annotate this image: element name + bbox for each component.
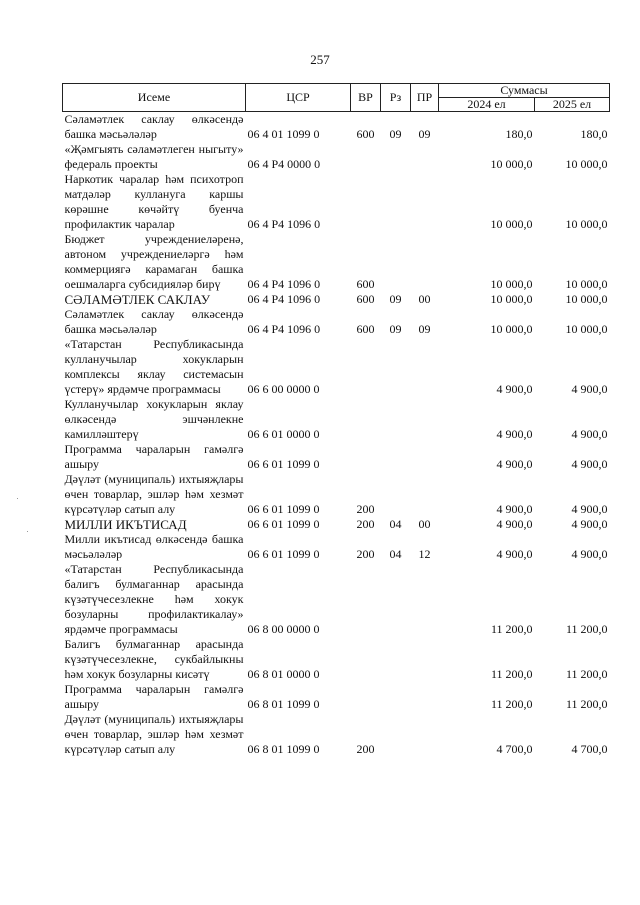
cell-rz bbox=[381, 682, 411, 712]
cell-name: Милли икътисад өлкәсендә башка мәсьәләләр bbox=[64, 532, 244, 561]
table-row bbox=[63, 142, 610, 172]
cell-vr: 600 bbox=[356, 277, 375, 291]
cell-csr: 06 4 P4 1096 0 bbox=[247, 277, 321, 291]
cell-s1: 4 700,0 bbox=[496, 742, 533, 756]
cell-rz: 09 bbox=[389, 292, 402, 306]
cell-s2: 10 000,0 bbox=[565, 157, 608, 171]
cell-pr bbox=[411, 232, 439, 292]
cell-vr: 600 bbox=[356, 322, 375, 336]
cell-name: Сәламәтлек саклау өлкәсендә башка мәсьәләләр bbox=[64, 307, 244, 336]
cell-pr bbox=[411, 712, 439, 757]
cell-s1: 11 200,0 bbox=[490, 622, 533, 636]
scan-speck bbox=[27, 531, 28, 532]
header-year-2025: 2025 ел bbox=[535, 98, 610, 112]
cell-s1: 4 900,0 bbox=[496, 427, 533, 441]
cell-vr: 200 bbox=[356, 502, 375, 516]
cell-csr: 06 6 01 1099 0 bbox=[247, 502, 320, 516]
cell-vr bbox=[351, 562, 381, 637]
cell-s2: 4 900,0 bbox=[571, 502, 608, 516]
cell-s2: 10 000,0 bbox=[565, 277, 608, 291]
header-vr: ВР bbox=[351, 84, 381, 112]
cell-rz bbox=[381, 397, 411, 442]
cell-s1: 4 900,0 bbox=[496, 547, 533, 561]
table-row bbox=[63, 682, 610, 712]
cell-s1: 10 000,0 bbox=[490, 217, 533, 231]
cell-vr bbox=[351, 337, 381, 397]
cell-csr: 06 6 01 1099 0 bbox=[247, 457, 320, 471]
table-row bbox=[63, 637, 610, 682]
cell-s2: 4 900,0 bbox=[571, 457, 608, 471]
cell-s1: 10 000,0 bbox=[490, 292, 533, 306]
table-row bbox=[63, 562, 610, 637]
cell-vr: 200 bbox=[356, 742, 375, 756]
table-row bbox=[63, 172, 610, 232]
cell-csr: 06 4 P4 0000 0 bbox=[247, 157, 321, 171]
cell-s2: 11 200,0 bbox=[565, 667, 608, 681]
table-row bbox=[63, 307, 610, 337]
header-name: Исеме bbox=[63, 84, 246, 112]
table-row bbox=[63, 442, 610, 472]
cell-csr: 06 6 01 1099 0 bbox=[247, 547, 320, 561]
cell-pr bbox=[411, 142, 439, 172]
cell-name: Дәүләт (муниципаль) ихтыяҗлары өчен товарлар, эшләр һәм хезмәт күрсәтүләр сатып алу bbox=[64, 712, 244, 756]
cell-s1: 4 900,0 bbox=[496, 517, 533, 531]
cell-vr: 200 bbox=[356, 517, 375, 531]
cell-vr bbox=[351, 442, 381, 472]
header-year-2024: 2024 ел bbox=[439, 98, 535, 112]
cell-rz bbox=[381, 712, 411, 757]
cell-rz: 09 bbox=[389, 322, 402, 336]
cell-s1: 11 200,0 bbox=[490, 697, 533, 711]
table-row bbox=[63, 472, 610, 517]
cell-pr bbox=[411, 337, 439, 397]
cell-name: Наркотик чаралар һәм психотроп матдәләр куллануга каршы көрәшне көчәйтү буенча профилактик чаралар bbox=[64, 172, 244, 231]
cell-name: Сәламәтлек саклау өлкәсендә башка мәсьәләләр bbox=[64, 112, 244, 141]
cell-vr bbox=[351, 172, 381, 232]
cell-pr bbox=[411, 682, 439, 712]
table-row bbox=[63, 112, 610, 143]
header-pr: ПР bbox=[411, 84, 439, 112]
cell-csr: 06 4 P4 1096 0 bbox=[247, 292, 321, 306]
cell-rz bbox=[381, 562, 411, 637]
table-row bbox=[63, 292, 610, 307]
cell-name: Дәүләт (муниципаль) ихтыяҗлары өчен товарлар, эшләр һәм хезмәт күрсәтүләр сатып алу bbox=[64, 472, 244, 516]
cell-vr bbox=[351, 142, 381, 172]
cell-s1: 4 900,0 bbox=[496, 382, 533, 396]
cell-s2: 11 200,0 bbox=[565, 697, 608, 711]
cell-s2: 10 000,0 bbox=[565, 322, 608, 336]
cell-rz bbox=[381, 232, 411, 292]
cell-name: «Җәмгыять сәламәтлеген ныгыту» федераль проекты bbox=[64, 142, 244, 171]
cell-rz bbox=[381, 142, 411, 172]
cell-name: СӘЛАМӘТЛЕК САКЛАУ bbox=[64, 292, 211, 307]
budget-table bbox=[62, 83, 610, 757]
cell-rz: 04 bbox=[389, 547, 402, 561]
cell-s1: 4 900,0 bbox=[496, 457, 533, 471]
cell-pr: 12 bbox=[418, 547, 431, 561]
cell-s2: 4 900,0 bbox=[571, 517, 608, 531]
cell-s2: 10 000,0 bbox=[565, 217, 608, 231]
cell-vr: 600 bbox=[356, 127, 375, 141]
cell-name: Программа чараларын гамәлгә ашыру bbox=[64, 682, 244, 711]
cell-vr: 600 bbox=[356, 292, 375, 306]
cell-pr bbox=[411, 562, 439, 637]
cell-csr: 06 8 01 1099 0 bbox=[247, 697, 320, 711]
cell-vr bbox=[351, 682, 381, 712]
cell-name: «Татарстан Республикасында кулланучылар хокукларын комплексы яклау системасын үстерү» ярдәмче программасы bbox=[64, 337, 244, 396]
cell-csr: 06 8 01 0000 0 bbox=[247, 667, 320, 681]
table-row bbox=[63, 232, 610, 292]
cell-s2: 10 000,0 bbox=[565, 292, 608, 306]
cell-s1: 10 000,0 bbox=[490, 157, 533, 171]
cell-s1: 4 900,0 bbox=[496, 502, 533, 516]
cell-rz bbox=[381, 442, 411, 472]
table-row bbox=[63, 337, 610, 397]
cell-name: Программа чараларын гамәлгә ашыру bbox=[64, 442, 244, 471]
cell-csr: 06 6 01 0000 0 bbox=[247, 427, 320, 441]
cell-rz: 04 bbox=[389, 517, 402, 531]
cell-rz bbox=[381, 172, 411, 232]
cell-pr: 09 bbox=[418, 127, 431, 141]
cell-s2: 4 900,0 bbox=[571, 547, 608, 561]
cell-csr: 06 4 P4 1096 0 bbox=[247, 322, 321, 336]
cell-pr: 00 bbox=[418, 292, 431, 306]
cell-csr: 06 8 01 1099 0 bbox=[247, 742, 320, 756]
cell-name: Бюджет учреждениеләренә, автоном учреждениеләргә һәм коммерциягә карамаган башка оешмаларга субсидияләр бирү bbox=[64, 232, 244, 291]
cell-name: Кулланучылар хокукларын яклау өлкәсендә эшчәнлекне камилләштерү bbox=[64, 397, 244, 441]
cell-s2: 11 200,0 bbox=[565, 622, 608, 636]
cell-name: «Татарстан Республикасында балигъ булмаганнар арасында күзәтүчесезлекне һәм хокук бозуларны профилактикалау» ярдәмче программасы bbox=[64, 562, 244, 636]
cell-s1: 180,0 bbox=[505, 127, 533, 141]
cell-s2: 180,0 bbox=[580, 127, 608, 141]
cell-vr bbox=[351, 397, 381, 442]
cell-s2: 4 900,0 bbox=[571, 427, 608, 441]
header-csr: ЦСР bbox=[246, 84, 351, 112]
cell-csr: 06 4 P4 1096 0 bbox=[247, 217, 321, 231]
cell-name: МИЛЛИ ИКЪТИСАД bbox=[64, 517, 187, 532]
cell-rz bbox=[381, 472, 411, 517]
table-row bbox=[63, 397, 610, 442]
cell-s1: 10 000,0 bbox=[490, 322, 533, 336]
cell-pr bbox=[411, 637, 439, 682]
header-sums: Суммасы bbox=[439, 84, 610, 98]
table-row bbox=[63, 532, 610, 562]
cell-s2: 4 700,0 bbox=[571, 742, 608, 756]
cell-pr bbox=[411, 472, 439, 517]
cell-name: Балигъ булмаганнар арасында күзәтүчесезлекне, сукбайлыкны һәм хокук бозуларны кисәтү bbox=[64, 637, 244, 681]
cell-rz: 09 bbox=[389, 127, 402, 141]
header-rz: Рз bbox=[381, 84, 411, 112]
table-row bbox=[63, 517, 610, 532]
cell-rz bbox=[381, 637, 411, 682]
cell-s2: 4 900,0 bbox=[571, 382, 608, 396]
table-body bbox=[63, 112, 610, 758]
cell-vr: 200 bbox=[356, 547, 375, 561]
scan-speck bbox=[17, 498, 18, 499]
cell-csr: 06 4 01 1099 0 bbox=[247, 127, 320, 141]
cell-csr: 06 6 00 0000 0 bbox=[247, 382, 320, 396]
cell-csr: 06 8 00 0000 0 bbox=[247, 622, 320, 636]
table-row bbox=[63, 712, 610, 757]
cell-csr: 06 6 01 1099 0 bbox=[247, 517, 320, 531]
page-number: 257 bbox=[310, 52, 330, 67]
cell-rz bbox=[381, 337, 411, 397]
cell-vr bbox=[351, 637, 381, 682]
cell-pr bbox=[411, 397, 439, 442]
cell-pr: 09 bbox=[418, 322, 431, 336]
cell-pr bbox=[411, 172, 439, 232]
cell-pr bbox=[411, 442, 439, 472]
cell-s1: 10 000,0 bbox=[490, 277, 533, 291]
cell-s1: 11 200,0 bbox=[490, 667, 533, 681]
cell-pr: 00 bbox=[418, 517, 431, 531]
